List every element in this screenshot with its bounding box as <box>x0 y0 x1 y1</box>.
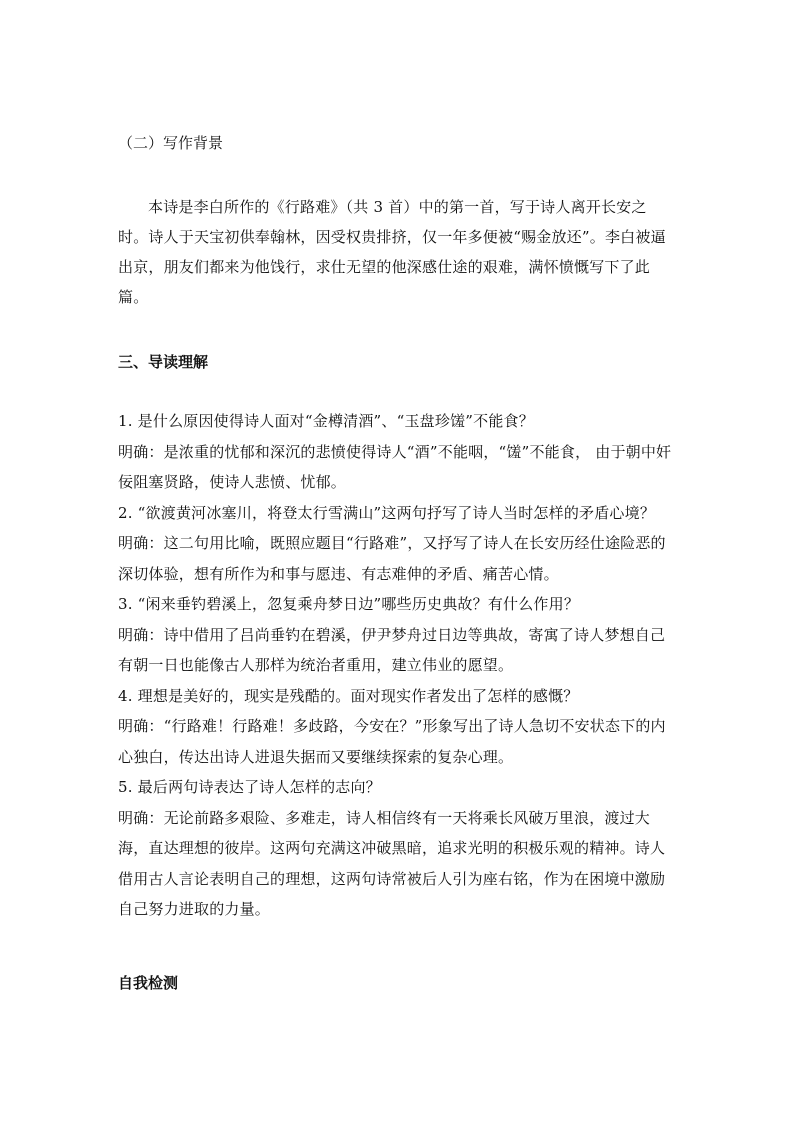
question-3: 3. “闲来垂钓碧溪上，忽复乘舟梦日边”哪些历史典故？有什么作用？ <box>118 595 580 613</box>
question-1: 1. 是什么原因使得诗人面对“金樽清酒”、“玉盘珍馐”不能食？ <box>118 412 534 430</box>
answer-1: 明确：是浓重的忧郁和深沉的悲愤使得诗人“酒”不能咽，“馐”不能食， 由于朝中奸佞阻塞贤路，使诗人悲愤、忧郁。 <box>118 442 672 491</box>
answer-2: 明确：这二句用比喻，既照应题目“行路难”，又抒写了诗人在长安历经仕途险恶的深切体验，想有所作为和事与愿违、有志难伸的矛盾、痛苦心情。 <box>118 534 666 583</box>
answer-3: 明确：诗中借用了吕尚垂钓在碧溪，伊尹梦舟过日边等典故，寄寓了诗人梦想自己有朝一日也能像古人那样为统治者重用，建立伟业的愿望。 <box>118 625 666 674</box>
question-4: 4. 理想是美好的，现实是残酷的。面对现实作者发出了怎样的感慨？ <box>118 686 579 705</box>
answer-5: 明确：无论前路多艰险、多难走，诗人相信终有一天将乘长风破万里浪，渡过大海，直达理想的彼岸。这两句充满这冲破黑暗，追求光明的积极乐观的精神。诗人借用古人言论表明自己的理想，这两句诗常被后人引为座右铭，作为在困境中激励自己努力进取的力量。 <box>118 808 666 918</box>
answer-4: 明确：“行路难！行路难！多歧路，今安在？”形象写出了诗人急切不安状态下的内心独白，传达出诗人进退失据而又要继续探索的复杂心理。 <box>118 717 666 766</box>
section-guided-reading-title: 三、导读理解 <box>118 353 209 371</box>
question-5: 5. 最后两句诗表达了诗人怎样的志向？ <box>118 778 381 796</box>
section-writing-background-title: （二）写作背景 <box>118 134 224 152</box>
question-2: 2. “欲渡黄河冰塞川，将登太行雪满山”这两句抒写了诗人当时怎样的矛盾心境？ <box>118 503 656 522</box>
guided-reading-qa-list <box>118 406 676 925</box>
section-self-check-title: 自我检测 <box>118 974 179 992</box>
writing-background-paragraph: 本诗是李白所作的《行路难》（共 3 首）中的第一首，写于诗人离开长安之时。诗人于天宝初供奉翰林，因受权贵排挤，仅一年多便被“赐金放还”。李白被逼出京，朋友们都来为他饯行，求仕无望的他深感仕途的艰难，满怀愤慨写下了此篇。 <box>118 198 666 306</box>
